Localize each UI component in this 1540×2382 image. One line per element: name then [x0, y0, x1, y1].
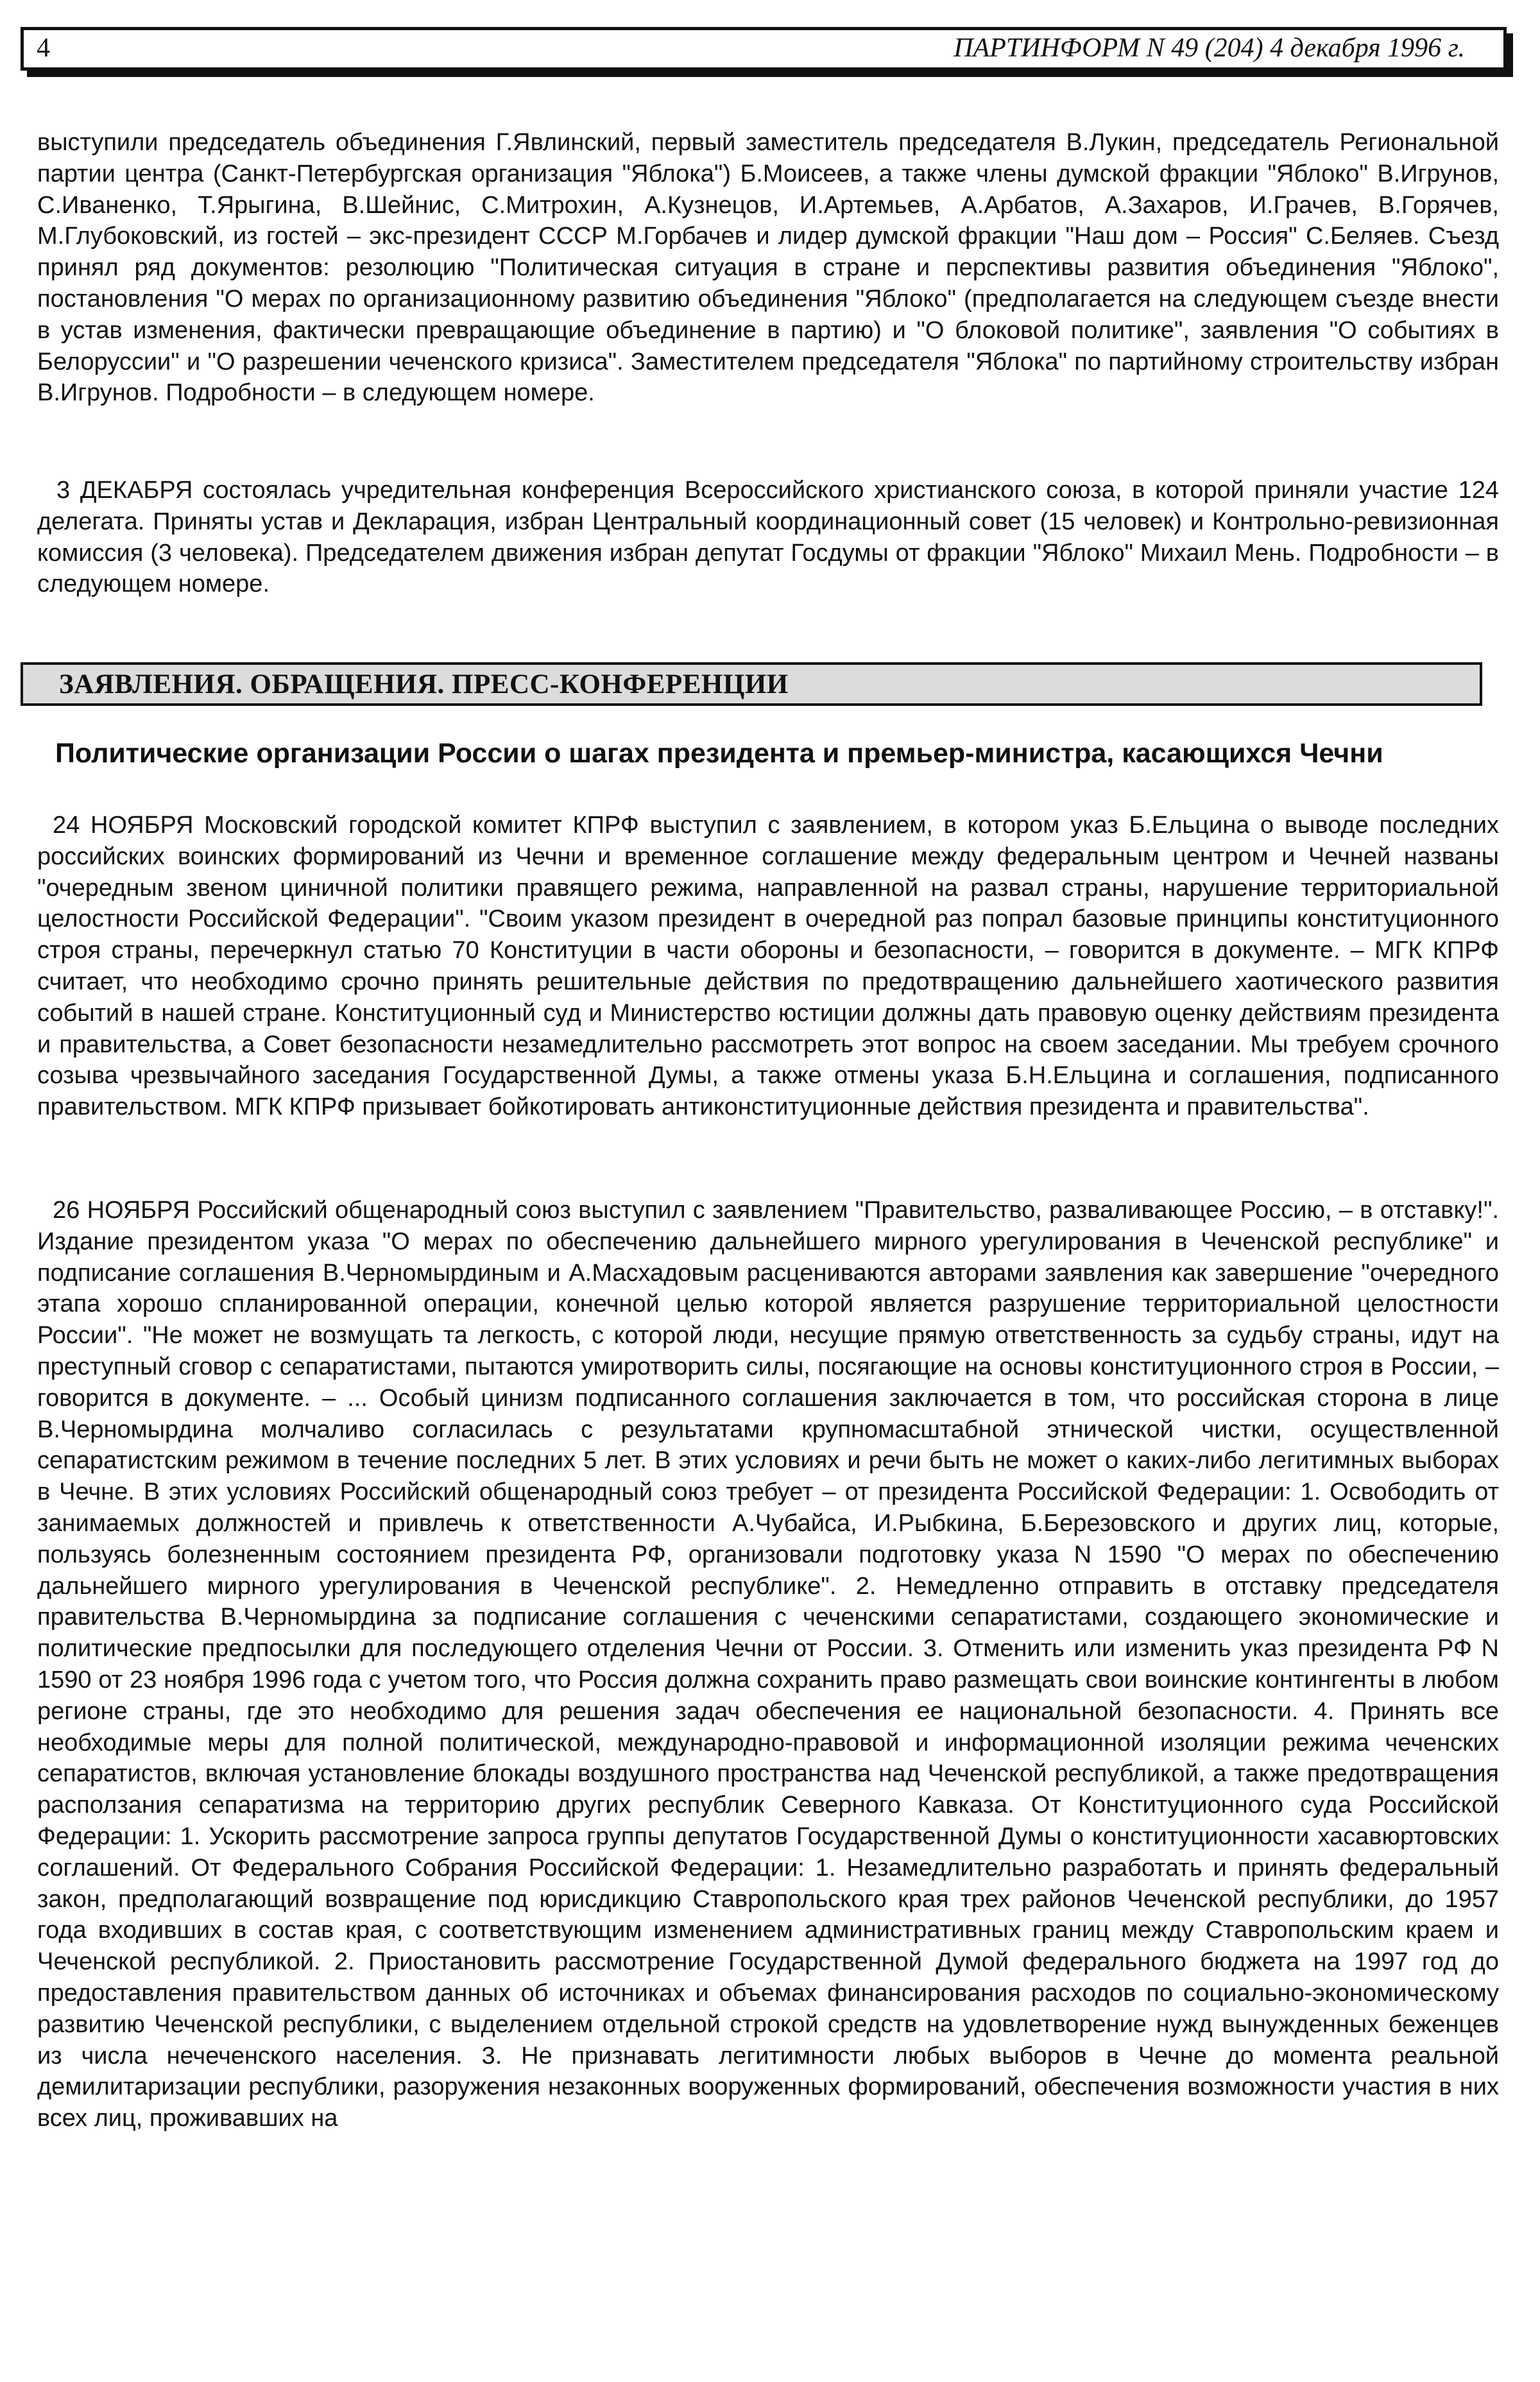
- paragraph-ros-statement: 26 НОЯБРЯ Российский общенародный союз выступил с заявлением "Правительство, разваливающее Россию, – в отставку!". Издание президентом указа "О мерах по обеспечению дальнейшего мирного урегулирования в Чеченской республике" и подписание соглашения В.Черномырдиным и А.Масхадовым расцениваются авторами заявления как завершение "очередного этапа хорошо спланированной операции, конечной целью которой является разрушение территориальной целостности России". "Не может не возмущать та легкость, с которой люди, несущие прямую ответственность за судьбу страны, идут на преступный сговор с сепаратистами, пытаются умиротворить силы, посягающие на основы конституционного строя в России, – говорится в документе. – ... Особый цинизм подписанного соглашения заключается в том, что российская сторона в лице В.Черномырдина молчаливо согласилась с результатами крупномасштабной этнической чистки, осуществленной сепаратистским режимом в течение последних 5 лет. В этих условиях и речи быть не может о каких-либо легитимных выборах в Чечне. В этих условиях Российский общенародный союз требует – от президента Российской Федерации: 1. Освободить от занимаемых должностей и привлечь к ответственности А.Чубайса, И.Рыбкина, Б.Березовского и других лиц, которые, пользуясь болезненным состоянием президента РФ, организовали подготовку указа N 1590 "О мерах по обеспечению дальнейшего мирного урегулирования в Чеченской республике". 2. Немедленно отправить в отставку председателя правительства В.Черномырдина за подписание соглашения с чеченскими сепаратистами, создающего экономические и политические предпосылки для последующего отделения Чечни от России. 3. Отменить или изменить указ президента РФ N 1590 от 23 ноября 1996 года с учетом того, что Россия должна сохранить право размещать свои воинские контингенты в любом регионе страны, где это необходимо для решения задач обеспечения ее национальной безопасности. 4. Принять все необходимые меры для полной политической, международно-правовой и информационной изоляции режима чеченских сепаратистов, включая установление блокады воздушного пространства над Чеченской республикой, а также предотвращения расползания сепаратизма на территорию других республик Северного Кавказа. От Конституционного суда Российской Федерации: 1. Ускорить рассмотрение запроса группы депутатов Государственной Думы о конституционности хасавюртовских соглашений. От Федерального Собрания Российской Федерации: 1. Незамедлительно разработать и принять федеральный закон, предполагающий возвращение под юрисдикцию Ставропольского края трех районов Чеченской республики, до 1957 года входивших в состав края, с соответствующим изменением административных границ между Ставропольским краем и Чеченской республикой. 2. Приостановить рассмотрение Государственной Думой федерального бюджета на 1997 год до предоставления правительством данных об источниках и объемах финансирования расходов по социально-экономическому развитию Чеченской республики, с выделением отдельной строкой средств на удовлетворение нужд вынужденных беженцев из числа нечеченского населения. 3. Не признавать легитимности любых выборов в Чечне до момента реальной демилитаризации республики, разоружения незаконных вооруженных формирований, обеспечения возможности участия в них всех лиц, проживавших на: [37, 1197, 1499, 2132]
- page-number: 4: [37, 33, 50, 63]
- paragraph-christian-union-conference: 3 ДЕКАБРЯ состоялась учредительная конференция Всероссийского христианского союза, в которой приняли участие 124 делегата. Приняты устав и Декларация, избран Центральный координационный совет (15 человек) и Контрольно-ревизионная комиссия (3 человека). Председателем движения избран депутат Госдумы от фракции "Яблоко" Михаил Мень. Подробности – в следующем номере.: [37, 477, 1499, 598]
- paragraph-congress-continuation: выступили председатель объединения Г.Явлинский, первый заместитель председателя В.Лукин, председатель Региональной партии центра (Санкт-Петербургская организация "Яблока") Б.Моисеев, а также члены думской фракции "Яблоко" В.Игрунов, С.Иваненко, Т.Ярыгина, В.Шейнис, С.Митрохин, А.Кузнецов, И.Артемьев, А.Арбатов, А.Захаров, И.Грачев, В.Горячев, М.Глубоковский, из гостей – экс-президент СССР М.Горбачев и лидер думской фракции "Наш дом – Россия" С.Беляев. Съезд принял ряд документов: резолюцию "Политическая ситуация в стране и перспективы развития объединения "Яблоко", постановления "О мерах по организационному развитию объединения "Яблоко" (предполагается на следующем съезде внести в устав изменения, фактически превращающие объединение в партию) и "О блоковой политике", заявления "О событиях в Белоруссии" и "О разрешении чеченского кризиса". Заместителем председателя "Яблока" по партийному строительству избран В.Игрунов. Подробности – в следующем номере.: [37, 129, 1499, 407]
- section-heading: ЗАЯВЛЕНИЯ. ОБРАЩЕНИЯ. ПРЕСС-КОНФЕРЕНЦИИ: [59, 669, 789, 699]
- paragraph-kprf-statement: 24 НОЯБРЯ Московский городской комитет КПРФ выступил с заявлением, в котором указ Б.Ельцина о выводе последних российских воинских формирований из Чечни и временное соглашение между федеральным центром и Чечней названы "очередным звеном циничной политики правящего режима, направленной на развал страны, нарушение территориальной целостности Российской Федерации". "Своим указом президент в очередной раз попрал базовые принципы конституционного строя страны, перечеркнул статью 70 Конституции в части обороны и безопасности, – говорится в документе. – МГК КПРФ считает, что необходимо срочно принять решительные действия по предотвращению дальнейшего хаотического развития событий в нашей стране. Конституционный суд и Министерство юстиции должны дать правовую оценку действиям президента и правительства, а Совет безопасности незамедлительно рассмотреть этот вопрос на своем заседании. Мы требуем срочного созыва чрезвычайного заседания Государственной Думы, а также отмены указа Б.Н.Ельцина и соглашения, подписанного правительством. МГК КПРФ призывает бойкотировать антиконституционные действия президента и правительства".: [37, 812, 1499, 1121]
- section-heading-banner: [21, 662, 1482, 706]
- page-header: [21, 27, 1507, 71]
- publication-title: ПАРТИНФОРМ N 49 (204) 4 декабря 1996 г.: [954, 33, 1465, 63]
- article-title: Политические организации России о шагах президента и премьер-министра, касающихся Чечни: [55, 738, 1383, 769]
